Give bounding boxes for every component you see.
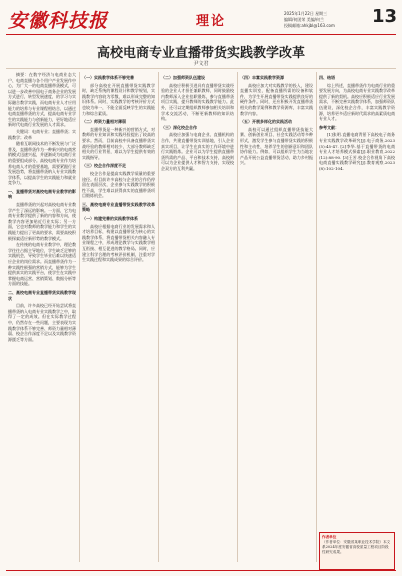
author-affiliation-box: [319, 532, 395, 570]
section-heading: 二、高校电商专业直播带货实践教学现状: [8, 289, 76, 301]
abstract: 摘要：在数字经济与电商业态大户、电商直播与各个用户产业发展作中心，为广大一的电商直播带货模式，可以进一步改善中国电子商务企业的发展方式进行，转型发展速度，的学习与实际融合教学实践，而电商专业人才应用能力的培养与专业课程相结合，以通过电商直播带货的方式，提高电商专业学生的实践能力与创新能力，更好地适应新时代电商行业发展的人才需求。: [8, 72, 76, 128]
paragraph: 在传统的电商专业教学中，理论教学往往占据主导地位，学生缺乏足够的实践机会，导致学生毕业后难以快速适应企业的岗位需求。而直播带货作为一种实践性极强的营销方式，能够为学生提供真实的实践平台，使学生在实践中掌握电商运营、营销策划、数据分析等方面的技能。: [8, 242, 76, 287]
section-title: 理论: [196, 14, 227, 29]
intro-paragraph: 随着互联网技术的不断发展与广泛普及，直播带货作为一种新兴的电商营销模式迅速兴起，并逐渐成为电商行业的重要组成部分。高校电商专业作为培养电商人才的重要基地，需要紧跟行业发展趋势，将直播带货纳入专业实践教学体系，以提高学生的实践能力和就业竞争力。: [8, 141, 76, 186]
paragraph: 高校应加强与电商企业、直播机构的合作，共建直播带货实训基地，引入企业真实项目，让学生在真实的工作环境中进行实践锻炼。企业可以为学生提供直播带货所需的产品、平台和技术支持，高校则可以为企业提供人才和智力支持，实现校企双方的互利共赢。: [161, 132, 234, 171]
article-author: 尹文君: [193, 61, 209, 67]
column-divider: [316, 72, 317, 562]
column-divider: [158, 72, 159, 562]
column-1: [8, 72, 76, 562]
newspaper-logo: 安徽科技报: [8, 10, 109, 32]
issue-meta: [284, 11, 335, 29]
subheading: （一）构建完善的实践教学体系: [82, 216, 138, 222]
section-heading: 一、直播带货对高校电商专业教学的影响: [8, 188, 76, 200]
paragraph: 直播带货的兴起对高校电商专业教学产生了深远的影响。一方面，它为电商专业教学提供了新的内容和方向，使教学内容更加贴近行业实际；另一方面，它也对教师的教学能力和学生的实践能力提出了更高的要求，需要高校积极探索适应新形势的教学模式。: [8, 202, 76, 241]
affiliation-title: 作者单位: [322, 535, 337, 539]
paragraph: 部分高校在开展直播带货实践教学时，缺乏系统的课程设计和教学规划，实践教学内容较为零散，难以形成完整的知识体系。同时，实践教学的考核评价方式也较为单一，不能全面反映学生的实践能力和综合素质。: [82, 82, 155, 116]
keywords: 关键词：电商专业；直播带货；实践教学；改革: [8, 128, 76, 140]
page-number: 13: [372, 6, 398, 27]
footer-rule: [6, 570, 396, 571]
paragraph: 校企合作是提高实践教学质量的重要途径。但目前许多高校与企业的合作仍停留在表面层次，企业参与实践教学的积极性不高，学生难以获得真实的直播带货项目锻炼机会。: [82, 170, 155, 199]
subheading: （二）师资力量相对薄弱: [82, 119, 126, 125]
column-2: [82, 72, 155, 562]
column-divider: [79, 72, 80, 562]
paragraph: 目前，许多高校已经开始尝试将直播带货纳入电商专业实践教学之中，取得了一定的成效。但在实际教学过程中，仍然存在一些问题，主要表现为实践教学体系不够完善、师资力量相对薄弱、校企合作深度不足以及实践教学资源匮乏等方面。: [8, 303, 76, 342]
article-title: 高校电商专业直播带货实践教学改革: [96, 46, 305, 61]
subheading: （一）实践教学体系不够完善: [82, 75, 134, 80]
section-heading: 四、结语: [319, 75, 335, 80]
paragraph: 高校可以通过组织直播带货技能大赛、创新创业项目、社会实践活动等多种形式，激发学生参与直播带货实践的积极性和主动性，培养学生的创新意识和团队协作能力。例如，可以组织学生为当地农产品开展公益直播带货活动，助力乡村振兴。: [240, 126, 313, 166]
masthead: [0, 0, 402, 36]
paragraph: 高校应积极引进具有直播带货实战经验的企业人才担任兼职教师，同时鼓励校内教师深入企业挂职锻炼，参与直播带货项目实践，提升教师的实践教学能力。此外，还可以定期组织教师参加相关培训和学术交流活动，不断更新教师的知识结构。: [161, 82, 234, 122]
column-divider: [237, 72, 238, 562]
column-3: [161, 72, 234, 562]
date-line: 2025年1月22日 星期三: [284, 11, 328, 16]
subheading: （五）开展多样化的实践活动: [240, 119, 292, 125]
subheading: （三）深化校企合作: [161, 124, 197, 130]
references-list: [1]张明.直播电商背景下高校电子商务专业实践教学改革研究[J].电子商务,2023(5):45-47. [2]李华.基于直播带货的电商专业人才培养模式探索[J].职业教育,2022(12):88-90. [3]王芳.校企合作视角下高校电商直播实践教学研究[J].教育观察,2023(8):102-104.: [319, 132, 395, 171]
subheading: （三）校企合作深度不足: [82, 163, 126, 169]
title-rule: [6, 68, 396, 69]
paragraph: 高校应加大对实践教学的投入，建设直播实训室，配备直播所需的设备和软件，为学生开展直播带货实践提供良好的硬件条件。同时，还应积极开发直播带货相关的教学案例和教学资源库，丰富实践教学内容。: [240, 82, 313, 116]
paragraph: 综上所述，直播带货作为电商行业的重要发展方向，为高校电商专业实践教学改革提供了新的契机。高校应积极适应行业发展需求，不断完善实践教学体系，加强师资队伍建设，深化校企合作，丰富实践教学资源，培养更多适应新时代需求的高素质电商专业人才。: [319, 82, 395, 122]
references-heading: 参考文献：: [319, 124, 339, 130]
editor-line: 编辑/何团荣 美编/何兰: [284, 17, 324, 22]
column-5: [319, 72, 395, 528]
affiliation-text: （作者单位：安徽省某职业技术学院）本文系2024年度安徽省高校质量工程项目阶段性研究成果。: [322, 540, 391, 554]
subheading: （二）加强师资队伍建设: [161, 75, 205, 80]
section-heading: 三、高校电商专业直播带货实践教学改革策略: [82, 201, 155, 213]
subheading: （四）丰富实践教学资源: [240, 75, 284, 80]
paragraph: 高校应根据电商行业的发展需求和人才培养目标，构建以直播带货为核心的实践教学体系，将直播带货相关内容融入专业课程之中，形成理论教学与实践教学相互衔接、相互促进的教学格局。同时，应建立科学合理的考核评价机制，注重对学生实践过程和实践成果的综合评价。: [82, 223, 155, 263]
paragraph: 直播带货是一种新兴的营销方式，对教师的专业知识和实践经验提出了较高的要求。然而，目前高校中具备直播带货实战经验的教师相对较少，大部分教师缺乏相关的行业背景，难以为学生提供有效的实践指导。: [82, 126, 155, 160]
column-4: [240, 72, 313, 562]
contact-email: 投稿邮箱:ahkjbl@163.com: [284, 23, 335, 28]
header-rule: [6, 34, 396, 35]
